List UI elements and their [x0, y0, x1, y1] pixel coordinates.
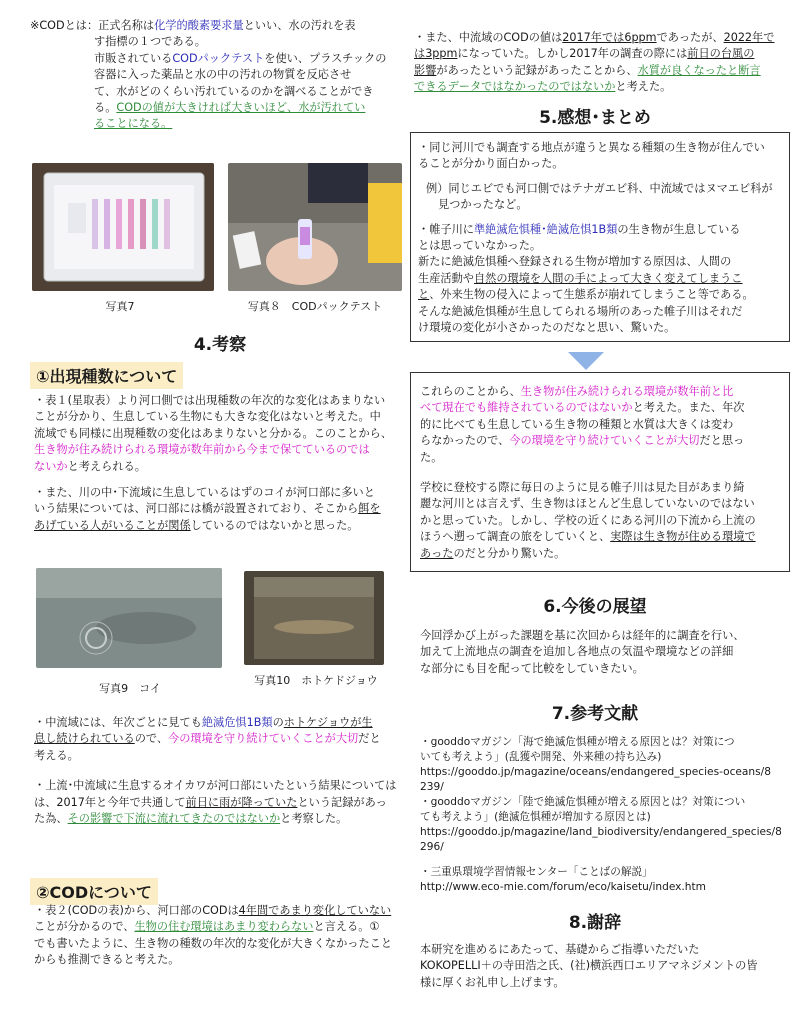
text: でも書いたように、生き物の種数の年次的な変化が大きくなかったこと	[34, 936, 393, 950]
text: の生き物が生息している	[617, 222, 741, 236]
example-text: 例）同じエビでも河口側ではテナガエビ科、中流域ではヌマエビ科が	[426, 181, 773, 195]
underlined-text: は3ppm	[414, 47, 458, 61]
text: といい、水の汚れを表	[243, 19, 356, 32]
photo-10-loach	[244, 571, 384, 665]
text: ・帷子川に	[418, 222, 474, 236]
text: ・表２(CODの表)から、河口部のCODは	[34, 904, 239, 917]
text: からも推測できると考えた。	[34, 953, 180, 967]
text: て、水がどのくらい汚れているのかを調べることができ	[94, 84, 374, 98]
photo-7-caption: 写真7	[105, 300, 135, 313]
underlined-text: 前日に雨が降っていた	[185, 795, 298, 809]
text: ・上流･中流域に生息するオイカワが河口部にいたという結果については	[34, 779, 397, 793]
underlined-text: 前日の台風の	[687, 47, 755, 61]
term-cod-formal: 化学的酸素要求量	[154, 19, 244, 32]
text: ・また、川の中･下流域に生息しているはずのコイが河口部に多いと	[34, 486, 375, 500]
text: しているのではないかと思った。	[190, 518, 359, 532]
text: 今回浮かび上がった課題を基に次回からは経年的に調査を行い、	[420, 629, 745, 642]
reference-text: ・gooddoマガジン「陸で絶滅危惧種が増える原因とは？対策につい	[420, 796, 746, 808]
text: これらのことから、	[420, 385, 521, 398]
photo-7-cod-test-card	[32, 163, 214, 291]
underlined-text: 餌を	[358, 502, 381, 516]
highlight-environment: 今の環境を守り続けていくことが大切	[509, 434, 700, 448]
highlight-cod: CODの値が大きければ大きいほど、水が汚れてい	[116, 101, 366, 115]
reference-url[interactable]: http://www.eco-mie.com/forum/eco/kaisetu/index.htm	[420, 881, 706, 893]
text: のだと分かり驚いた。	[453, 546, 566, 560]
text: 加えて上流地点の調査を追加し各地点の気温や環境などの詳細	[420, 645, 734, 659]
photo-7-image	[32, 163, 214, 291]
reference-url[interactable]: 239/	[420, 781, 444, 793]
text: 様に厚くお礼申し上げます。	[420, 975, 565, 989]
text: た為、	[34, 812, 68, 826]
reference-text: ・gooddoマガジン「海で絶滅危惧種が増える原因とは？対策につ	[420, 736, 735, 748]
text: 的に比べても生息している生き物の種類と水質は大きくは変わ	[420, 417, 734, 431]
text: ことが分かるので、	[34, 920, 135, 934]
highlight-green: 生物の住む環境はあまり変わらない	[134, 920, 314, 934]
section-4-cod-body	[34, 903, 404, 969]
underlined-text: あった	[420, 546, 454, 560]
term-endangered: 絶滅危惧1B類	[201, 716, 273, 729]
text: た。	[420, 450, 443, 464]
underlined-text: 2017年では6ppm	[562, 31, 657, 44]
text: は、2017年と今年で共通して	[34, 795, 186, 809]
photo-8-image	[228, 163, 402, 291]
text: かと思っていた。しかし、学校の近くにある河川の下流から上流の	[420, 513, 756, 527]
underlined-text: 2022年で	[723, 31, 775, 44]
underlined-text: と	[418, 288, 430, 302]
highlight-environment: 今の環境を守り続けていくことが大切	[168, 732, 359, 746]
underlined-text: 影響	[414, 63, 437, 77]
text: な部分にも目を配って比較をしていきたい。	[420, 661, 644, 675]
text: らなかったので、	[420, 434, 510, 448]
text: ・同じ河川でも調査する地点が違うと異なる種類の生き物が住んでい	[418, 141, 765, 154]
text: と言える。①	[313, 920, 380, 934]
text: 麗な河川とは言えず、生き物はほとんど生息していないのではない	[420, 497, 755, 511]
text: 新たに絶滅危惧種へ登録される生物が増加する原因は、人間の	[418, 255, 732, 269]
text: ので、	[134, 732, 169, 746]
underlined-text: 息し続けられている	[34, 732, 135, 746]
text: と考察した。	[280, 812, 348, 826]
highlight-cod: ることになる。	[94, 117, 173, 131]
text: 容器に入った薬品と水の中の汚れの物質を反応させ	[94, 68, 352, 82]
highlight-green: その影響で下流に流れてきたのではないか	[67, 812, 281, 826]
photo-8-caption: 写真８ CODパックテスト	[247, 300, 383, 313]
cod-note	[30, 18, 390, 133]
reference-url[interactable]: https://gooddo.jp/magazine/oceans/endangered_species-oceans/8	[420, 766, 771, 778]
text: ることが分かり面白かった。	[418, 157, 564, 171]
photo-8-cod-pack-test	[228, 163, 402, 291]
text: 流域でも同様に出現種数の変化はあまりないと分かる。このことから、	[34, 426, 393, 440]
photo-10-image	[244, 571, 384, 665]
highlight-environment: べて現在でも維持されているのではないか	[420, 401, 633, 415]
photo-9-image	[36, 568, 222, 668]
underlined-text: ホトケジョウが生	[283, 716, 373, 729]
text: であったが、	[656, 31, 724, 44]
text: 、外来生物の侵入によって生態系が崩れてしまうこと等である。	[429, 288, 754, 302]
text: す指標の１つである。	[94, 35, 206, 49]
text: ・表１(星取表）より河口側では出現種数の年次的な変化はあまりない	[34, 394, 386, 407]
reference-url[interactable]: 296/	[420, 841, 444, 853]
photo-9-caption: 写真9 コイ	[99, 682, 161, 695]
text: ほうへ遡って調査の旅をしていくと、	[420, 530, 611, 544]
text: そんな絶滅危惧種が生息してられる場所のあった帷子川はそれだ	[418, 304, 743, 318]
right-intro	[414, 30, 784, 96]
section-4-body-2	[34, 715, 404, 827]
text: だと思っ	[699, 434, 745, 448]
photo-9-carp	[36, 568, 222, 668]
conclusion-body	[420, 384, 782, 562]
text: とは思っていなかった。	[418, 239, 542, 253]
highlight-green: できるデータではなかったのではないか	[414, 80, 616, 94]
reference-text: いても考えよう」(乱獲や開発、外来種の持ち込み)	[420, 751, 662, 763]
text: だと	[358, 732, 381, 746]
text: があったという記録があったことから、	[436, 63, 638, 77]
section-7-title: 7.参考文献	[551, 704, 639, 724]
photo-10-caption: 写真10 ホトケドジョウ	[254, 674, 378, 687]
text: と考えた。	[615, 80, 672, 94]
text: ・中流域には、年次ごとに見ても	[34, 716, 202, 729]
section-4-body-1	[34, 393, 404, 534]
text: 考える。	[34, 748, 79, 762]
term-cod-pack: CODパックテスト	[172, 51, 265, 65]
text: と考えた。また、年次	[632, 401, 745, 415]
example-text: 見つかったなど。	[438, 198, 528, 212]
section-8-body	[420, 942, 786, 991]
underlined-text: 実際は生き物が住める環境で	[610, 530, 756, 544]
text: KOKOPELLI＋の寺田浩之氏、(社)横浜西口エリアマネジメントの皆	[420, 959, 758, 973]
cod-label: ※CODとは：	[30, 19, 99, 32]
section-5-body	[418, 140, 782, 336]
reference-text: ・三重県環境学習情報センター「ことばの解説」	[420, 866, 653, 878]
text: 正式名称は	[98, 19, 155, 32]
section-5-title: 5.感想･まとめ	[539, 108, 651, 128]
section-6-body	[420, 628, 782, 677]
text: の	[272, 716, 284, 729]
underlined-text: 自然の環境を人間の手によって大きく変えてしまうこ	[473, 271, 743, 285]
section-8-title: 8.謝辞	[568, 913, 622, 933]
subheading-species-count: ①出現種数について	[30, 362, 183, 389]
underlined-text: 4年間であまり変化していない	[238, 904, 392, 917]
text: 本研究を進めるにあたって、基礎からご指導いただいた	[420, 943, 700, 956]
underlined-text: あげている人がいることが関係	[34, 518, 191, 532]
text: になっていた。しかし2017年の調査の際には	[457, 47, 688, 61]
highlight-environment: 生き物が住み続けられる環境が数年前と比	[520, 385, 734, 398]
text: と考えられる。	[67, 459, 146, 473]
down-arrow-icon	[568, 350, 604, 372]
text: 市販されている	[94, 51, 173, 65]
section-4-title: 4.考察	[193, 335, 247, 355]
text: ことが分かり、生息している生物にも大きな変化はないと考えた。中	[34, 410, 381, 424]
reference-text: ても考えよう」(絶滅危惧種が増加する原因とは)	[420, 811, 651, 823]
text: ・また、中流域のCODの値は	[414, 31, 563, 44]
text: という記録があっ	[297, 795, 387, 809]
term-endangered: 準絶滅危惧種･絶滅危惧1B類	[473, 222, 618, 236]
section-6-title: 6.今後の展望	[543, 597, 647, 617]
highlight-environment: 生き物が住み続けられる環境が数年前から今まで保てているのでは	[34, 443, 370, 457]
highlight-green: 水質が良くなったと断言	[637, 63, 761, 77]
highlight-environment: ないか	[34, 459, 68, 473]
text: を使い、プラスチックの	[264, 51, 387, 65]
text: る。	[94, 101, 117, 115]
references	[420, 735, 786, 895]
text: 学校に登校する際に毎日のように見る帷子川は見た目があまり綺	[420, 481, 745, 495]
subheading-cod: ②CODについて	[30, 878, 158, 905]
text: け環境の変化が小さかったのだなと思い、驚いた。	[418, 321, 676, 335]
reference-url[interactable]: https://gooddo.jp/magazine/land_biodiversity/endangered_species/8	[420, 826, 782, 838]
text: いう結果については、河口部には橋が設置されており、そこから	[34, 502, 359, 516]
text: 生産活動や	[418, 271, 474, 285]
